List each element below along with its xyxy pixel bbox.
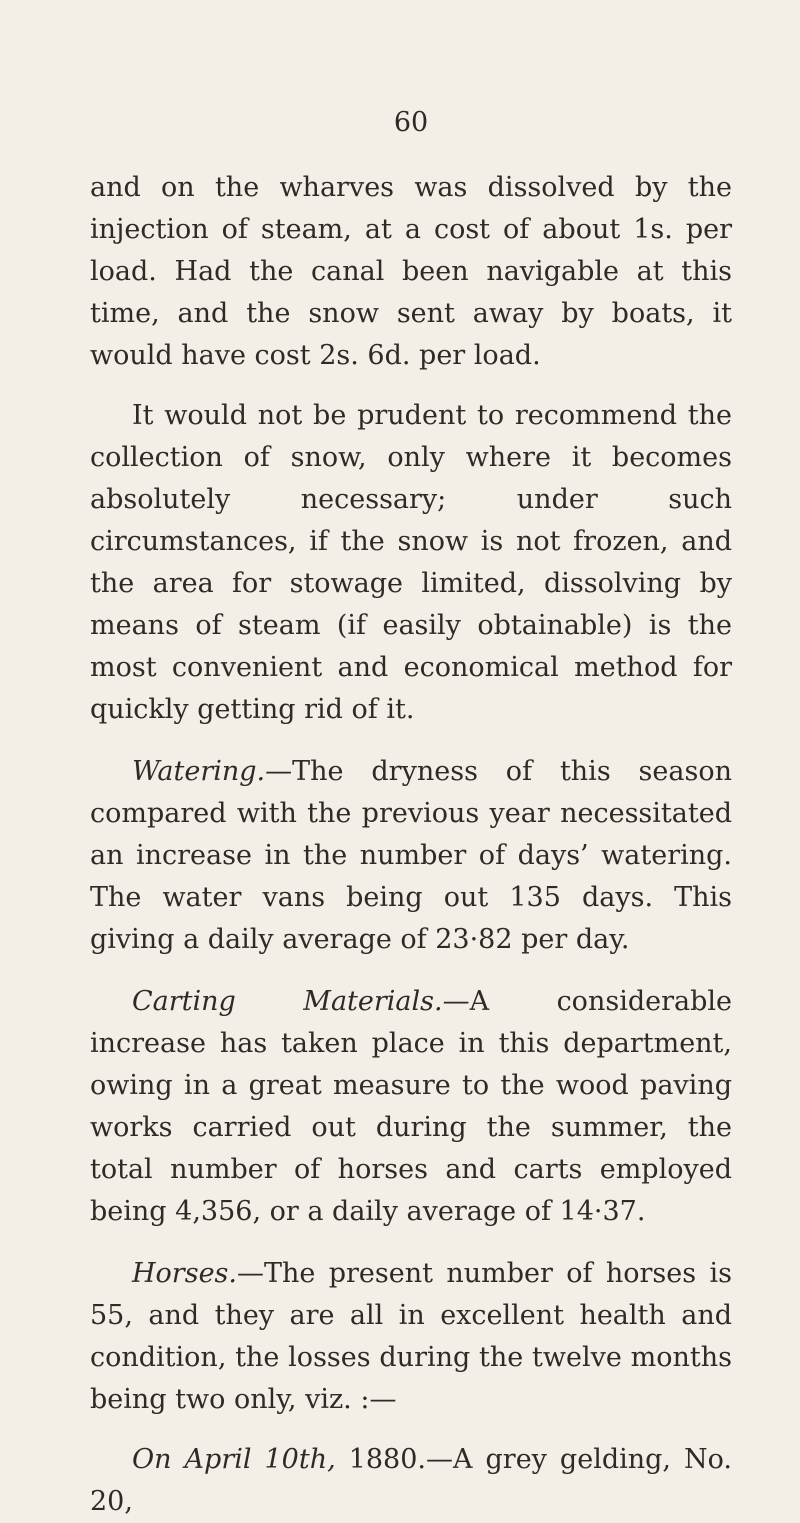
paragraph-horses	[90, 1253, 732, 1421]
watering-text: —The dryness of this season compared with the previous year necessitated an increase in the number of days’ watering. The water vans being out 135 days. This giving a daily average of 23·82 per day.	[90, 756, 732, 955]
watering-heading: Watering.	[132, 756, 266, 787]
paragraph-loss-entry	[90, 1439, 732, 1523]
paragraph-watering	[90, 751, 732, 961]
loss-entry-date: On April 10th,	[132, 1444, 336, 1475]
paragraph-snow-recommendation: It would not be prudent to recommend the collection of snow, only where it becomes absolutely necessary; under such circumstances, if the snow is not frozen, and the area for stowage limited, dissolving by means of steam (if easily obtainable) is the most convenient and economical method for quickly getting rid of it.	[90, 400, 732, 725]
page-number: 60	[393, 107, 429, 138]
paragraph-snow-dissolving: and on the wharves was dissolved by the injection of steam, at a cost of about 1s. per load. Had the canal been navigable at this time, and the snow sent away by boats, it would have cost 2s. 6d. per load.	[90, 172, 732, 371]
horses-text: —The present number of horses is 55, and they are all in excellent health and condition, the losses during the twelve months being two only, viz. :—	[90, 1258, 732, 1415]
horses-heading: Horses.	[132, 1258, 237, 1289]
carting-materials-heading: Carting Materials.	[132, 986, 443, 1017]
loss-entry-text: 1880.—A grey gelding, No. 20,	[90, 1444, 733, 1517]
carting-materials-text: —A considerable increase has taken place in this department, owing in a great measure to the wood paving works carried out during the summer, the total number of horses and carts employed being 4,356, or a daily average of 14·37.	[90, 986, 732, 1227]
paragraph-carting-materials	[90, 981, 732, 1233]
